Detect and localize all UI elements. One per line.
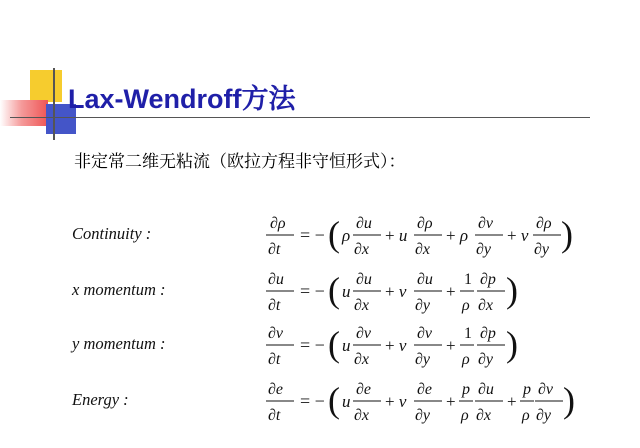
svg-text:(: ( [328,324,340,364]
svg-text:ρ: ρ [462,297,470,314]
decor-vertical-line [53,68,55,140]
svg-text:= −: = − [300,335,325,355]
svg-text:∂e: ∂e [268,381,284,398]
svg-text:∂x: ∂x [354,351,370,368]
svg-text:(: ( [328,214,340,254]
svg-text:∂u: ∂u [417,271,433,288]
svg-text:∂y: ∂y [415,407,431,424]
svg-text:+ v: + v [507,226,529,245]
svg-text:+ v: + v [385,336,407,355]
svg-text:∂u: ∂u [478,381,494,398]
svg-text:∂v: ∂v [356,325,372,342]
svg-text:+ v: + v [385,282,407,301]
svg-text:+ v: + v [385,392,407,411]
svg-text:∂p: ∂p [480,271,496,288]
svg-text:∂v: ∂v [538,381,554,398]
y-momentum-label: y momentum : [72,334,166,353]
svg-text:u: u [342,282,351,301]
svg-text:∂t: ∂t [268,407,281,424]
x-momentum-equation [260,264,570,320]
svg-text:∂u: ∂u [268,271,284,288]
svg-text:1: 1 [464,325,472,342]
svg-text:p: p [523,381,531,398]
svg-text:+ ρ: + ρ [446,226,469,245]
slide-title: Lax-Wendroff方法 [68,84,296,114]
svg-text:ρ: ρ [522,407,530,424]
svg-text:∂e: ∂e [417,381,433,398]
svg-text:∂v: ∂v [268,325,284,342]
svg-text:+: + [446,336,456,355]
svg-text:∂y: ∂y [415,351,431,368]
svg-text:∂y: ∂y [536,407,552,424]
svg-text:∂u: ∂u [356,271,372,288]
slide-subtitle: 非定常二维无粘流（欧拉方程非守恒形式）： [74,152,406,172]
decor-red-square [0,100,48,126]
svg-text:∂p: ∂p [480,325,496,342]
decor-horizontal-line [10,117,590,118]
svg-text:∂ρ: ∂ρ [417,215,433,232]
svg-text:u: u [342,392,351,411]
svg-text:): ) [561,214,573,254]
svg-text:+: + [507,392,517,411]
svg-text:ρ: ρ [461,407,469,424]
svg-text:∂ρ: ∂ρ [270,215,286,232]
svg-text:∂y: ∂y [478,351,494,368]
svg-text:): ) [506,270,518,310]
svg-text:∂v: ∂v [478,215,494,232]
svg-text:= −: = − [300,391,325,411]
svg-text:∂y: ∂y [415,297,431,314]
svg-text:(: ( [328,270,340,310]
decor-yellow-square [30,70,62,102]
svg-text:∂y: ∂y [534,241,550,258]
svg-text:∂y: ∂y [476,241,492,258]
energy-label: Energy : [72,390,129,409]
continuity-label: Continuity : [72,224,152,243]
continuity-equation [260,208,573,264]
svg-text:∂x: ∂x [354,241,370,258]
svg-text:ρ: ρ [462,351,470,368]
svg-text:∂t: ∂t [268,241,281,258]
svg-text:1: 1 [464,271,472,288]
svg-text:): ) [563,380,575,420]
svg-text:∂x: ∂x [476,407,492,424]
svg-text:(: ( [328,380,340,420]
svg-text:∂u: ∂u [356,215,372,232]
svg-text:ρ: ρ [342,226,351,245]
energy-equation [260,374,575,430]
svg-text:+: + [446,282,456,301]
svg-text:p: p [462,381,470,398]
svg-text:∂ρ: ∂ρ [536,215,552,232]
svg-text:∂x: ∂x [354,297,370,314]
svg-text:= −: = − [300,281,325,301]
svg-text:): ) [506,324,518,364]
x-momentum-label: x momentum : [72,280,166,299]
svg-text:∂x: ∂x [478,297,494,314]
svg-text:∂x: ∂x [415,241,431,258]
svg-text:∂v: ∂v [417,325,433,342]
svg-text:∂t: ∂t [268,351,281,368]
svg-text:= −: = − [300,225,325,245]
svg-text:∂t: ∂t [268,297,281,314]
svg-text:∂x: ∂x [354,407,370,424]
y-momentum-equation [260,318,570,374]
svg-text:+ u: + u [385,226,408,245]
svg-text:u: u [342,336,351,355]
svg-text:+: + [446,392,456,411]
svg-text:∂e: ∂e [356,381,372,398]
